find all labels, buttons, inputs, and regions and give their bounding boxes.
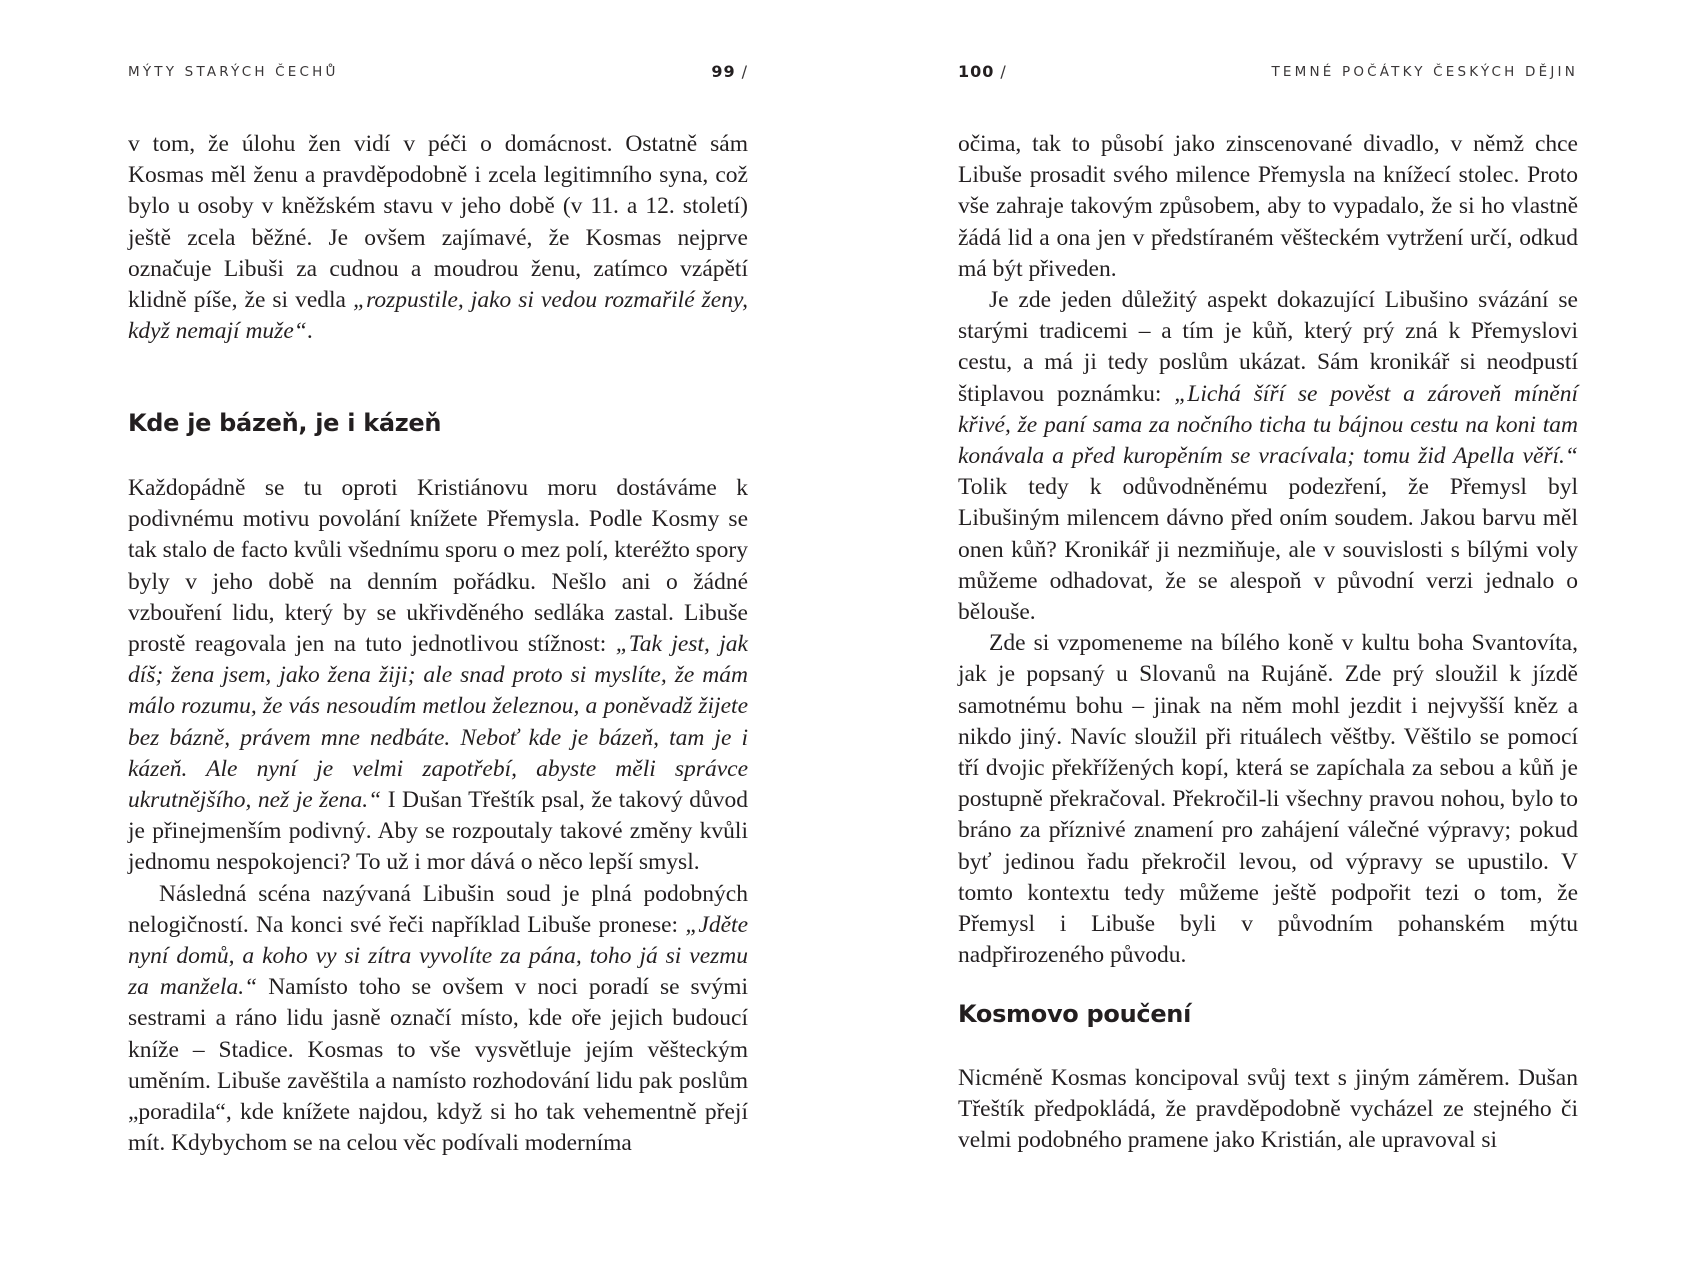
paragraph <box>128 129 748 347</box>
page-number <box>958 62 1007 81</box>
section-heading: Kde je bázeň, je i kázeň <box>128 409 442 437</box>
body-block <box>958 129 1578 971</box>
paragraph-text: očima, tak to působí jako zinscenované divadlo, v němž chce Libuše prosadit svého milence Přemysla na knížecí stolec. Proto vše zahraje takovým způsobem, aby to vypadalo, že si ho vlastně žádá lid a ona jen v předstíraném věšteckém vytržení určí, odkud má být přiveden. <box>958 131 1578 282</box>
paragraph <box>958 1063 1578 1157</box>
paragraph-text: Následná scéna nazývaná Libušin soud je plná podobných nelogičností. Na konci své řeči například Libuše pronese: <box>128 880 748 938</box>
paragraph-text: Namísto toho se ovšem v noci poradí se svými sestrami a ráno lidu jasně označí místo, kde oře jejich budoucí kníže – Stadice. Kosmas to vše vysvětluje jejím věšteckým uměním. Libuše zavěštila a namísto rozhodování lidu pak poslům „poradila“, kde knížete najdou, když si ho tak vehementně přejí mít. Kdybychom se na celou věc podívali moderníma <box>128 974 748 1157</box>
paragraph-text: v tom, že úlohu žen vidí v péči o domácnost. Ostatně sám Kosmas měl ženu a pravděpodobně i zcela legitimního syna, což bylo u osoby v kněžském stavu v jeho době (v 11. a 12. století) ještě zcela běžné. Je ovšem zajímavé, že Kosmas nejprve označuje Libuši za cudnou a moudrou ženu, zatímco vzápětí klidně píše, že si vedla <box>128 131 748 314</box>
paragraph <box>128 879 748 1160</box>
paragraph <box>128 473 748 879</box>
quotation: „rozpustile, jako si vedou rozmařilé ženy, když nemají muže“ <box>128 287 748 345</box>
paragraph-text: Zde si vzpomeneme na bílého koně v kultu boha Svantovíta, jak je popsaný u Slovanů na Rujáně. Zde prý sloužil k jízdě samotnému bohu – jinak na něm mohl jezdit i nejvyšší kněz a nikdo jiný. Navíc sloužil při rituálech věštby. Věštilo se pomocí tří dvojic překřížených kopí, která se zapíchala za sebou a kůň je postupně překračoval. Překročil-li všechny pravou nohou, bylo to bráno za příznivé znamení pro zahájení válečné výpravy; pokud byť jedinou řadu překročil levou, od výpravy se upustilo. V tomto kontextu tedy můžeme ještě podpořit tezi o tom, že Přemysl i Libuše byli v původním pohanském mýtu nadpřirozeného původu. <box>958 630 1578 969</box>
paragraph-text: Každopádně se tu oproti Kristiánovu moru dostáváme k podivnému motivu povolání knížete Přemysla. Podle Kosmy se tak stalo de facto kvůli všednímu sporu o mez polí, kteréžto spory byly v jeho době na denním pořádku. Nešlo ani o žádné vzbouření lidu, který by se ukřivděného sedláka zastal. Libuše prostě reagovala jen na tuto jednotlivou stížnost: <box>128 475 748 658</box>
left-page <box>128 0 748 1269</box>
right-page <box>958 0 1578 1269</box>
paragraph-text: Nicméně Kosmas koncipoval svůj text s jiným záměrem. Dušan Třeštík předpokládá, že pravděpodobně vycházel ze stejného či velmi podobného pramene jako Kristián, ale upravoval si <box>958 1065 1578 1154</box>
section-heading-block <box>128 409 748 437</box>
paragraph-text: I Dušan Třeštík psal, že takový důvod je přinejmenším podivný. Aby se rozpoutaly takové změny kvůli jednomu nespokojenci? To už i mor dává o něco lepší smysl. <box>128 787 749 876</box>
opening-paragraph-block <box>128 129 748 347</box>
folio-separator: / <box>741 62 748 81</box>
paragraph <box>958 285 1578 628</box>
paragraph <box>958 129 1578 285</box>
page-number <box>711 62 748 81</box>
quotation: „Tak jest, jak díš; žena jsem, jako žena žiji; ale snad proto si myslíte, že mám málo rozumu, že vás nesoudím metlou železnou, a poněvadž žijete bez bázně, právem mne nedbáte. Neboť kde je bázeň, tam je i kázeň. Ale nyní je velmi zapotřebí, abyste měli správce ukrutnějšího, než je žena.“ <box>128 631 748 814</box>
paragraph <box>958 628 1578 971</box>
running-title: TEMNÉ POČÁTKY ČESKÝCH DĚJIN <box>1271 64 1578 80</box>
running-title: MÝTY STARÝCH ČECHŮ <box>128 64 339 80</box>
paragraph-text: . <box>306 318 313 345</box>
section-body <box>128 473 748 1159</box>
paragraph-text: Tolik tedy k odůvodněnému podezření, že Přemysl byl Libušiným milencem dávno před oním soudem. Jakou barvu měl onen kůň? Kronikář ji nezmiňuje, ale v souvislosti s bílými voly můžeme odhadovat, že se alespoň v původní verzi jednalo o bělouše. <box>958 474 1578 626</box>
running-head-left <box>128 62 748 84</box>
quotation: „Lichá šíří se pověst a zároveň mínění křivé, že paní sama za nočního ticha tu bájnou cestu na koni tam konávala a před kuropěním se vracívala; tomu žid Apella věří.“ <box>958 380 1578 470</box>
page-number-value: 100 <box>958 62 995 81</box>
section-heading: Kosmovo poučení <box>958 1000 1192 1028</box>
quotation: „Jděte nyní domů, a koho vy si zítra vyvolíte za pána, toho já si vezmu za manžela.“ <box>128 911 748 1001</box>
page-number-value: 99 <box>711 62 736 81</box>
folio-separator: / <box>1000 62 1007 81</box>
paragraph-text: Je zde jeden důležitý aspekt dokazující Libušino svázání se starými tradicemi – a tím je kůň, který prý zná k Přemyslovi cestu, a má ji tedy poslům ukázat. Sám kronikář si neodpustí štiplavou poznámku: <box>958 287 1578 407</box>
section-body <box>958 1063 1578 1157</box>
running-head-right <box>958 62 1578 84</box>
section-heading-block <box>958 1000 1578 1028</box>
